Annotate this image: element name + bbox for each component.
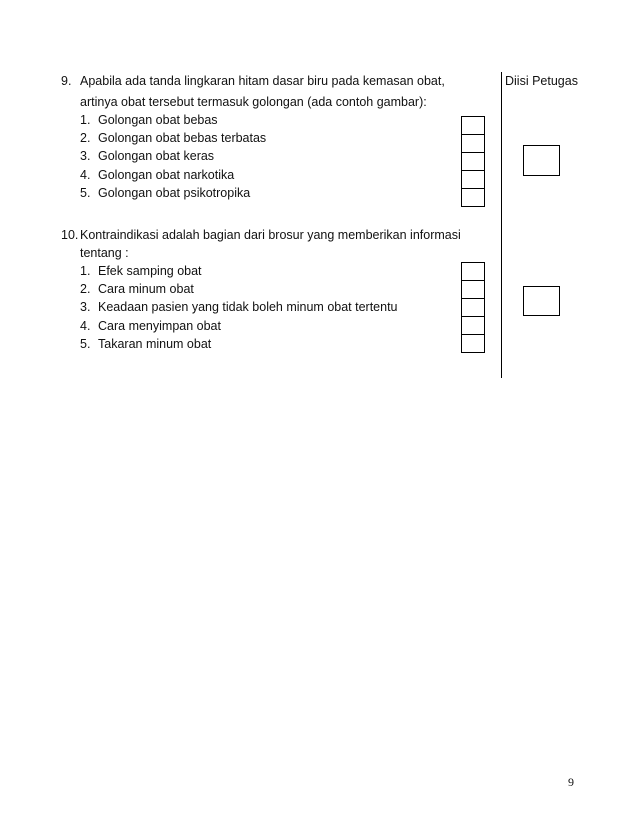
q9-answer-box-4[interactable] [461, 170, 485, 189]
q10-option-2-text: Cara minum obat [98, 282, 194, 296]
q9-option-5-number: 5. [80, 186, 91, 200]
question-10-number: 10. [61, 228, 79, 242]
q9-answer-box-1[interactable] [461, 116, 485, 135]
q9-officer-box[interactable] [523, 145, 560, 176]
column-divider [501, 72, 502, 378]
q10-option-4-text: Cara menyimpan obat [98, 319, 221, 333]
q9-option-3-text: Golongan obat keras [98, 149, 215, 163]
q10-option-5-number: 5. [80, 337, 91, 351]
q9-answer-box-2[interactable] [461, 134, 485, 153]
q10-answer-box-4[interactable] [461, 316, 485, 335]
question-9-text-line-2: artinya obat tersebut termasuk golongan (ada contoh gambar): [80, 95, 427, 109]
q10-officer-box[interactable] [523, 286, 560, 316]
q10-option-4-number: 4. [80, 319, 91, 333]
q10-answer-box-2[interactable] [461, 280, 485, 299]
q10-option-1-number: 1. [80, 264, 91, 278]
q10-option-1-text: Efek samping obat [98, 264, 202, 278]
q9-option-2-number: 2. [80, 131, 91, 145]
question-9-text-line-1: Apabila ada tanda lingkaran hitam dasar biru pada kemasan obat, [80, 74, 445, 88]
q9-option-4-text: Golongan obat narkotika [98, 168, 235, 182]
q9-answer-box-5[interactable] [461, 188, 485, 207]
question-10-text-line-2: tentang : [80, 246, 129, 260]
q10-answer-box-3[interactable] [461, 298, 485, 317]
question-10-text-line-1: Kontraindikasi adalah bagian dari brosur yang memberikan informasi [80, 228, 461, 242]
q10-option-3-number: 3. [80, 300, 91, 314]
q10-answer-box-5[interactable] [461, 334, 485, 353]
q10-option-5-text: Takaran minum obat [98, 337, 212, 351]
q9-answer-box-3[interactable] [461, 152, 485, 171]
q9-option-5-text: Golongan obat psikotropika [98, 186, 251, 200]
q9-option-1-number: 1. [80, 113, 91, 127]
question-9-number: 9. [61, 74, 72, 88]
officer-column-label: Diisi Petugas [505, 74, 578, 88]
page-number: 9 [568, 775, 574, 789]
q9-option-2-text: Golongan obat bebas terbatas [98, 131, 267, 145]
q9-option-3-number: 3. [80, 149, 91, 163]
q10-answer-box-1[interactable] [461, 262, 485, 281]
q9-option-1-text: Golongan obat bebas [98, 113, 218, 127]
q9-option-4-number: 4. [80, 168, 91, 182]
q10-option-3-text: Keadaan pasien yang tidak boleh minum obat tertentu [98, 300, 398, 314]
q10-option-2-number: 2. [80, 282, 91, 296]
